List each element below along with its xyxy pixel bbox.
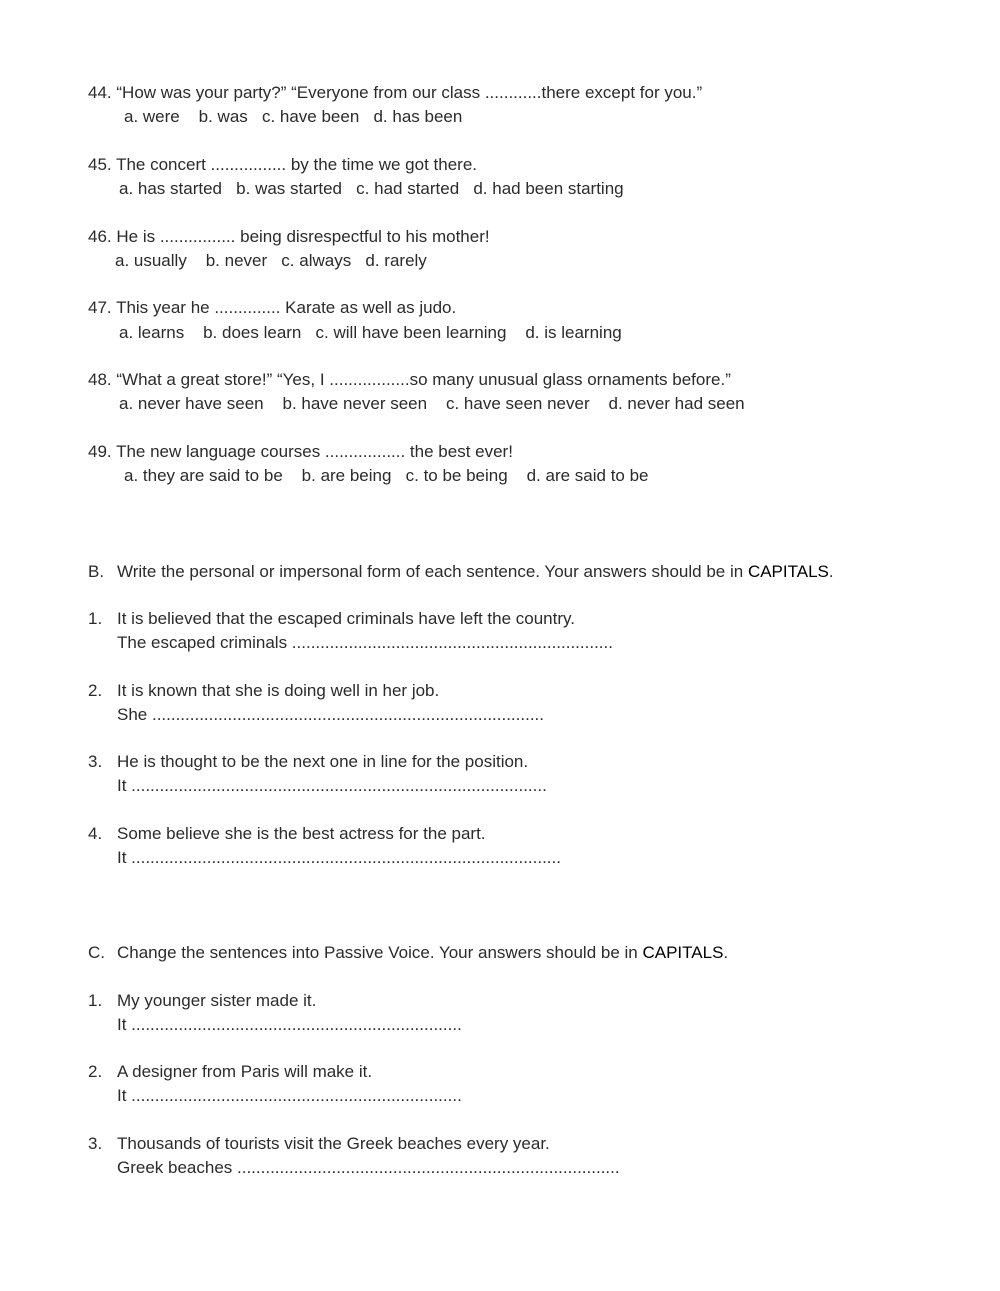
question-44-options: a. were b. was c. have been d. has been <box>124 107 463 126</box>
capitals-emphasis: CAPITALS <box>747 562 829 581</box>
section-b-item-number: 2. <box>88 681 103 700</box>
question-48-options: a. never have seen b. have never seen c. have seen never d. never had seen <box>119 394 745 413</box>
section-b-item-sentence: It is known that she is doing well in her job. <box>117 681 440 700</box>
section-c-item-answer-line: Greek beaches ................................................................................. <box>117 1158 620 1177</box>
question-44: 44. “How was your party?” “Everyone from our class ............there except for you.” <box>88 83 703 102</box>
question-45-options: a. has started b. was started c. had started d. had been starting <box>119 179 624 198</box>
section-b-item-answer-line: It ........................................................................................... <box>117 848 561 867</box>
section-b-item-sentence: Some believe she is the best actress for the part. <box>117 824 486 843</box>
section-c-item-number: 1. <box>88 991 103 1010</box>
section-c-item-sentence: Thousands of tourists visit the Greek beaches every year. <box>117 1134 550 1153</box>
section-b-item-sentence: He is thought to be the next one in line for the position. <box>117 752 529 771</box>
question-46: 46. He is ................ being disrespectful to his mother! <box>88 227 490 246</box>
section-b-instruction: Write the personal or impersonal form of each sentence. Your answers should be in CAPITALS. <box>117 562 834 581</box>
question-49: 49. The new language courses ................. the best ever! <box>88 442 513 461</box>
question-47: 47. This year he .............. Karate as well as judo. <box>88 298 457 317</box>
section-c-item-sentence: My younger sister made it. <box>117 991 317 1010</box>
section-b-item-sentence: It is believed that the escaped criminals have left the country. <box>117 609 575 628</box>
section-c-item-answer-line: It ...................................................................... <box>117 1086 462 1105</box>
section-c-item-sentence: A designer from Paris will make it. <box>117 1062 373 1081</box>
section-b-item-answer-line: The escaped criminals .................................................................... <box>117 633 613 652</box>
question-47-options: a. learns b. does learn c. will have been learning d. is learning <box>119 323 622 342</box>
section-c-letter: C. <box>88 943 105 962</box>
section-b-item-answer-line: It ........................................................................................ <box>117 776 547 795</box>
question-48: 48. “What a great store!” “Yes, I .................so many unusual glass ornaments before.” <box>88 370 731 389</box>
section-c-item-number: 2. <box>88 1062 103 1081</box>
section-c-item-answer-line: It ...................................................................... <box>117 1015 462 1034</box>
section-b-item-number: 1. <box>88 609 103 628</box>
section-b-item-number: 4. <box>88 824 103 843</box>
question-49-options: a. they are said to be b. are being c. to be being d. are said to be <box>124 466 649 485</box>
question-45: 45. The concert ................ by the time we got there. <box>88 155 477 174</box>
capitals-emphasis: CAPITALS <box>642 943 724 962</box>
question-46-options: a. usually b. never c. always d. rarely <box>115 251 427 270</box>
section-c-item-number: 3. <box>88 1134 103 1153</box>
section-b-letter: B. <box>88 562 105 581</box>
section-c-instruction: Change the sentences into Passive Voice. Your answers should be in CAPITALS. <box>117 943 729 962</box>
section-b-item-number: 3. <box>88 752 103 771</box>
section-b-item-answer-line: She ................................................................................... <box>117 705 544 724</box>
